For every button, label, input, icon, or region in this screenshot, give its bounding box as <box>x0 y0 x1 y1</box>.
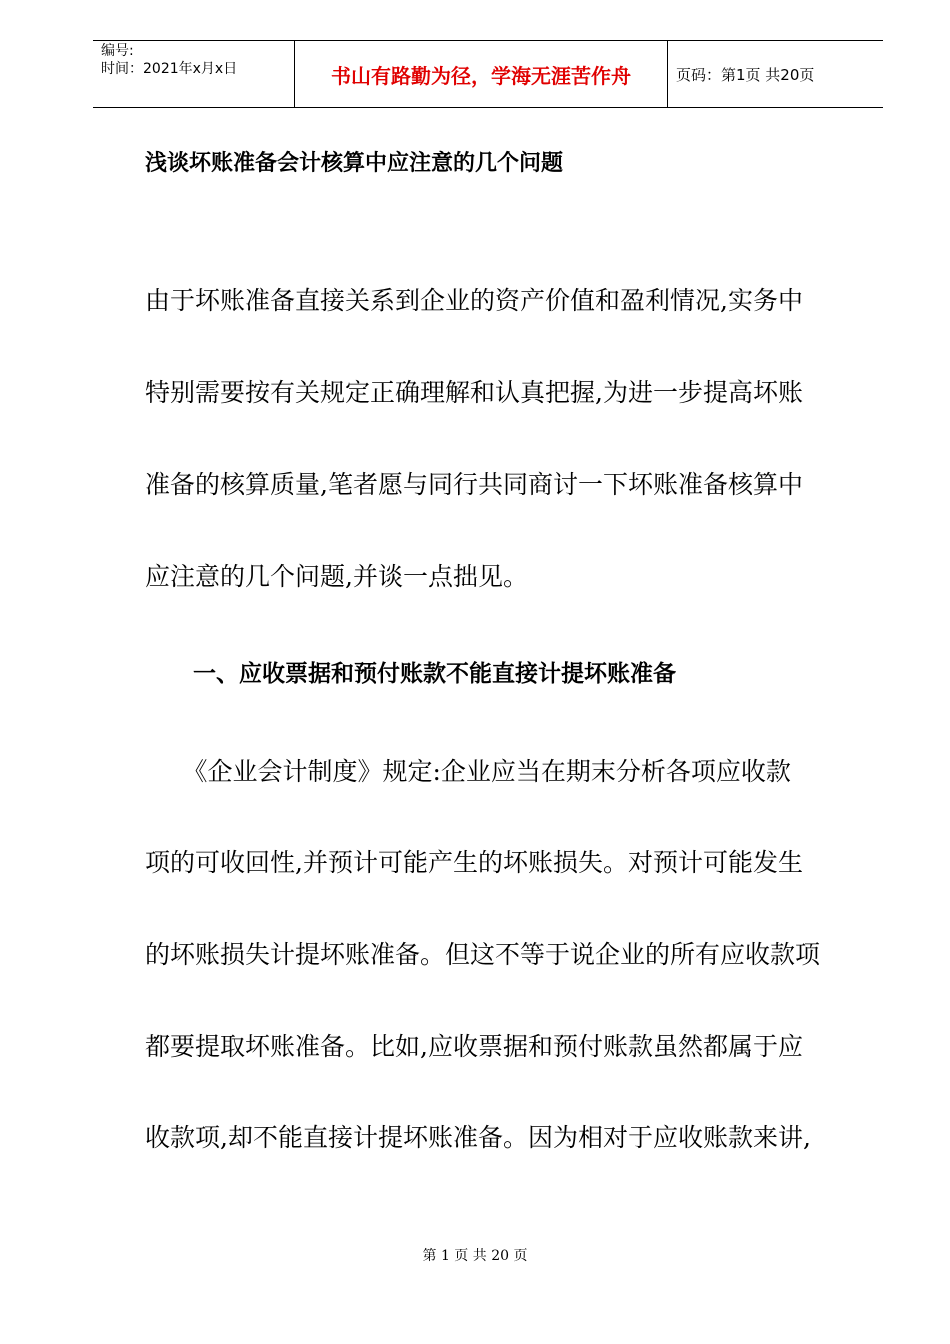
document-time-label: 时间：2021年x月x日 <box>101 61 238 77</box>
section-1-line-1: 《企业会计制度》规定:企业应当在期末分析各项应收款 <box>145 757 791 786</box>
section-1-heading: 一、应收票据和预付账款不能直接计提坏账准备 <box>193 661 676 687</box>
intro-line-4: 应注意的几个问题,并谈一点拙见。 <box>145 562 528 591</box>
document-title: 浅谈坏账准备会计核算中应注意的几个问题 <box>145 151 564 176</box>
intro-line-2: 特别需要按有关规定正确理解和认真把握,为进一步提高坏账 <box>145 378 803 407</box>
document-number-label: 编号: <box>101 43 134 59</box>
header-meta-cell <box>93 41 295 107</box>
page-footer: 第 1 页 共 20 页 <box>422 1248 528 1264</box>
intro-line-3: 准备的核算质量,笔者愿与同行共同商讨一下坏账准备核算中 <box>145 470 803 499</box>
header-motto: 书山有路勤为径，学海无涯苦作舟 <box>295 41 668 107</box>
document-header <box>93 40 883 108</box>
section-1-line-3: 的坏账损失计提坏账准备。但这不等于说企业的所有应收款项 <box>145 940 821 969</box>
section-1-line-2: 项的可收回性,并预计可能产生的坏账损失。对预计可能发生 <box>145 848 803 877</box>
section-1-line-4: 都要提取坏账准备。比如,应收票据和预付账款虽然都属于应 <box>145 1032 803 1061</box>
header-page-label: 页码：第1页 共20页 <box>676 65 815 84</box>
intro-line-1: 由于坏账准备直接关系到企业的资产价值和盈利情况,实务中 <box>145 286 803 315</box>
section-1-line-5: 收款项,却不能直接计提坏账准备。因为相对于应收账款来讲, <box>145 1123 811 1152</box>
